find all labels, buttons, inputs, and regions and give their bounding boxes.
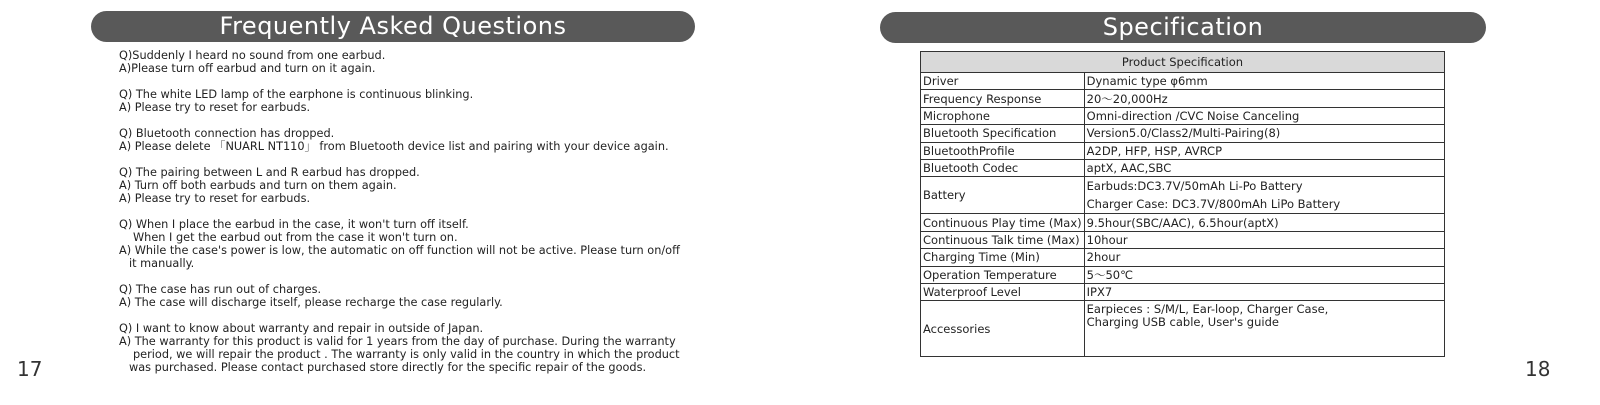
- faq-line: period, we will repair the product . The warranty is only valid in the country in which the product: [133, 348, 680, 361]
- page-number: 18: [1525, 357, 1551, 381]
- spec-value: Omni-direction /CVC Noise Canceling: [1084, 107, 1444, 124]
- table-row: [921, 73, 1445, 90]
- faq-line: A) Please delete 「NUARL NT110」 from Bluetooth device list and pairing with your device again.: [119, 140, 669, 153]
- spec-label: Frequency Response: [921, 90, 1085, 107]
- spec-label: Bluetooth Specification: [921, 125, 1085, 142]
- table-row: [921, 214, 1445, 231]
- spec-label: Continuous Talk time (Max): [921, 231, 1085, 248]
- table-row: [921, 249, 1445, 266]
- faq-line: A) While the case's power is low, the automatic on off function will not be active. Please turn on/off: [119, 244, 680, 257]
- spec-label: Microphone: [921, 107, 1085, 124]
- spec-label: Waterproof Level: [921, 283, 1085, 300]
- faq-title: Frequently Asked Questions: [91, 11, 695, 42]
- spec-page: [800, 0, 1600, 405]
- table-row: [921, 266, 1445, 283]
- spec-value: [1084, 301, 1444, 357]
- table-row: [921, 125, 1445, 142]
- faq-line: Q) The pairing between L and R earbud has dropped.: [119, 166, 420, 179]
- faq-line: A) Please try to reset for earbuds.: [119, 101, 311, 114]
- spec-value: 5〜50℃: [1084, 266, 1444, 283]
- spec-label: Operation Temperature: [921, 266, 1085, 283]
- spec-value-line: Earpieces : S/M/L, Ear-loop, Charger Case,: [1086, 302, 1329, 317]
- spec-value: A2DP, HFP, HSP, AVRCP: [1084, 142, 1444, 159]
- spec-label: Bluetooth Codec: [921, 159, 1085, 176]
- faq-line: Q)Suddenly I heard no sound from one earbud.: [119, 49, 386, 62]
- spec-value: 9.5hour(SBC/AAC), 6.5hour(aptX): [1084, 214, 1444, 231]
- faq-item: [119, 49, 739, 75]
- spec-value-line: Charger Case: DC3.7V/800mAh LiPo Battery: [1086, 197, 1341, 212]
- spec-label: BluetoothProfile: [921, 142, 1085, 159]
- spec-title: Specification: [880, 12, 1486, 43]
- faq-line: When I get the earbud out from the case it won't turn on.: [133, 231, 458, 244]
- faq-line: Q) Bluetooth connection has dropped.: [119, 127, 335, 140]
- spec-label: Driver: [921, 73, 1085, 90]
- faq-line: was purchased. Please contact purchased store directly for the specific repair of the goods.: [129, 361, 647, 374]
- faq-line: A)Please turn off earbud and turn on it again.: [119, 62, 376, 75]
- spec-value-line: Earbuds:DC3.7V/50mAh Li-Po Battery: [1086, 179, 1303, 194]
- table-row: [921, 231, 1445, 248]
- faq-item: [119, 166, 739, 205]
- page-number: 17: [17, 357, 43, 381]
- spec-value: Version5.0/Class2/Multi-Pairing(8): [1084, 125, 1444, 142]
- spec-label: Continuous Play time (Max): [921, 214, 1085, 231]
- table-row: [921, 90, 1445, 107]
- spec-value: aptX, AAC,SBC: [1084, 159, 1444, 176]
- spec-value: 2hour: [1084, 249, 1444, 266]
- faq-item: [119, 218, 739, 270]
- spec-label: Battery: [921, 177, 1085, 214]
- spec-value-line: Charging USB cable, User's guide: [1086, 315, 1279, 330]
- faq-line: Q) The case has run out of charges.: [119, 283, 322, 296]
- table-header-row: [921, 52, 1445, 73]
- faq-line: it manually.: [129, 257, 195, 270]
- faq-line: A) The case will discharge itself, please recharge the case regularly.: [119, 296, 503, 309]
- spec-value: IPX7: [1084, 283, 1444, 300]
- faq-item: [119, 88, 739, 114]
- table-row: [921, 283, 1445, 300]
- faq-item: [119, 283, 739, 309]
- spec-value: [1084, 177, 1444, 214]
- faq-line: A) Turn off both earbuds and turn on them again.: [119, 179, 397, 192]
- faq-line: Q) I want to know about warranty and repair in outside of Japan.: [119, 322, 484, 335]
- spec-value: 20〜20,000Hz: [1084, 90, 1444, 107]
- faq-line: Q) The white LED lamp of the earphone is continuous blinking.: [119, 88, 474, 101]
- faq-item: [119, 322, 739, 374]
- spec-value: Dynamic type φ6mm: [1084, 73, 1444, 90]
- table-header: Product Specification: [921, 52, 1445, 73]
- spec-label: Charging Time (Min): [921, 249, 1085, 266]
- faq-list: [119, 49, 739, 387]
- table-row: [921, 159, 1445, 176]
- spec-value: 10hour: [1084, 231, 1444, 248]
- faq-line: A) The warranty for this product is valid for 1 years from the day of purchase. During the warranty: [119, 335, 676, 348]
- table-row: [921, 301, 1445, 357]
- spec-label: Accessories: [921, 301, 1085, 357]
- spec-table: [920, 51, 1445, 357]
- faq-line: A) Please try to reset for earbuds.: [119, 192, 311, 205]
- table-row: [921, 177, 1445, 214]
- table-row: [921, 107, 1445, 124]
- faq-item: [119, 127, 739, 153]
- table-row: [921, 142, 1445, 159]
- faq-line: Q) When I place the earbud in the case, it won't turn off itself.: [119, 218, 469, 231]
